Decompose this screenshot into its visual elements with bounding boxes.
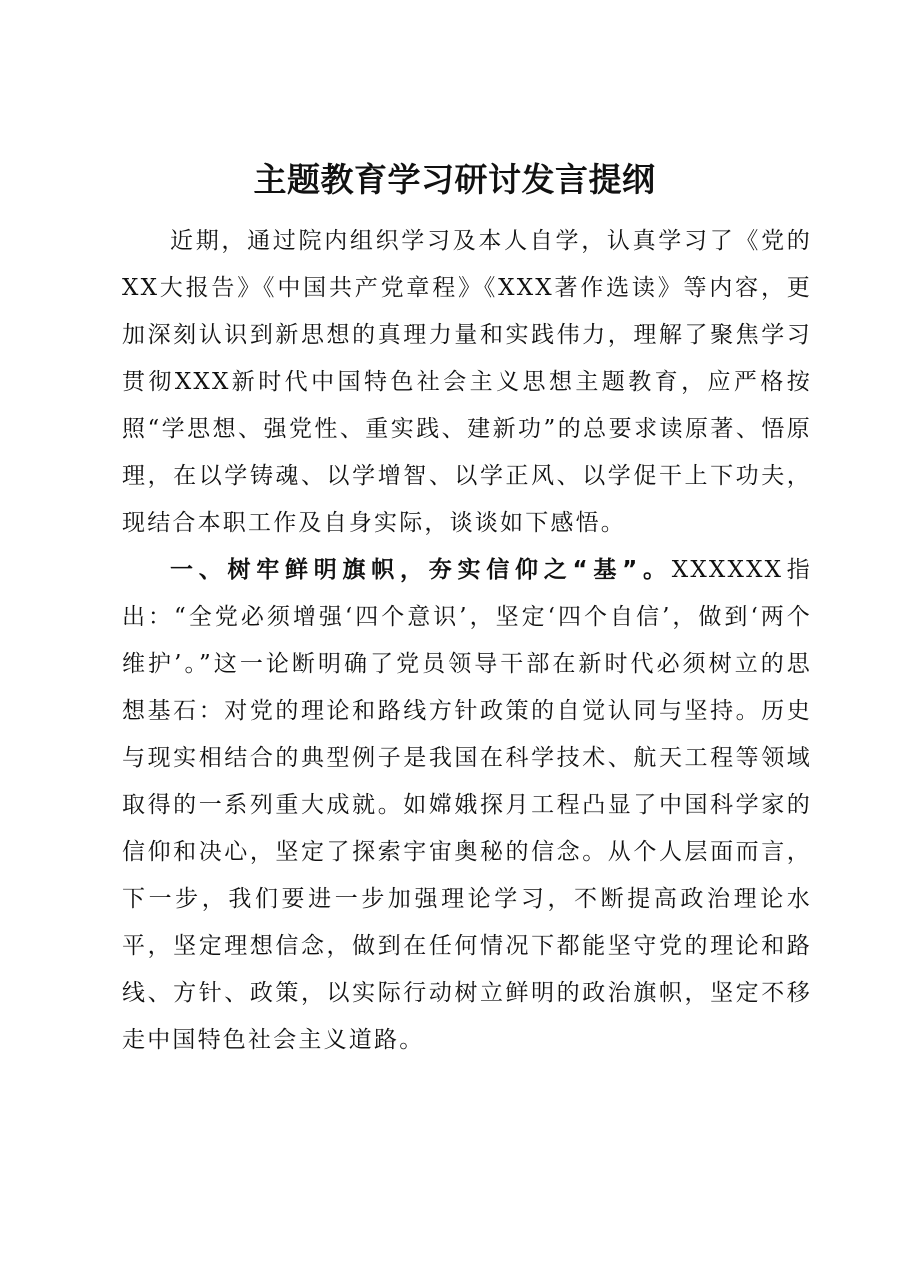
section-one-text: XXXXXX指出：“全党必须增强‘四个意识’，坚定‘四个自信’，做到‘两个维护’。”这一论断明确了党员领导干部在新时代必须树立的思想基石：对党的理论和路线方针政策的自觉认同与坚持。历史与现实相结合的典型例子是我国在科学技术、航天工程等领域取得的一系列重大成就。如嫦娥探月工程凸显了中国科学家的信仰和决心，坚定了探索宇宙奥秘的信念。从个人层面而言，下一步，我们要进一步加强理论学习，不断提高政治理论水平，坚定理想信念，做到在任何情况下都能坚守党的理论和路线、方针、政策，以实际行动树立鲜明的政治旗帜，坚定不移走中国特色社会主义道路。 <box>122 557 812 1053</box>
section-one-heading: 一、树牢鲜明旗帜，夯实信仰之“基”。 <box>170 557 672 583</box>
paragraph-section-one <box>122 547 812 1064</box>
paragraph-intro <box>122 218 812 547</box>
paragraph-intro-text: 近期，通过院内组织学习及本人自学，认真学习了《党的XX大报告》《中国共产党章程》《XXX著作选读》等内容，更加深刻认识到新思想的真理力量和实践伟力，理解了聚焦学习贯彻XXX新时代中国特色社会主义思想主题教育，应严格按照“学思想、强党性、重实践、建新功”的总要求读原著、悟原理，在以学铸魂、以学增智、以学正风、以学促干上下功夫，现结合本职工作及自身实际，谈谈如下感悟。 <box>122 228 812 536</box>
document-title: 主题教育学习研讨发言提纲 <box>253 160 656 199</box>
document-body <box>122 218 812 1064</box>
